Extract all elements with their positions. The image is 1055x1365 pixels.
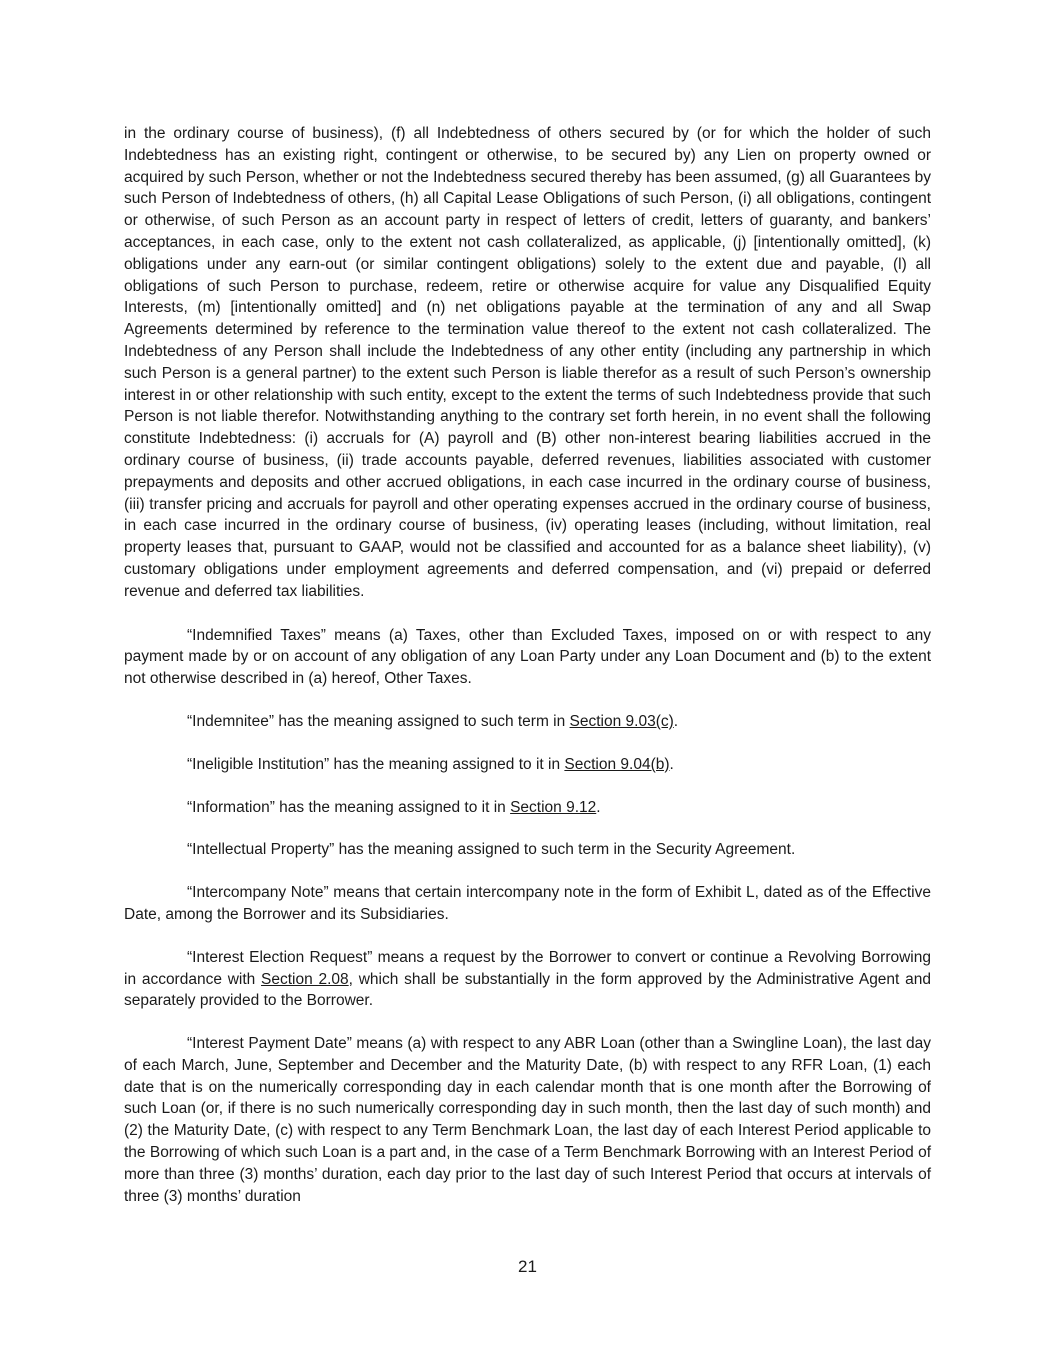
- definition-text: “Ineligible Institution” has the meaning assigned to it in: [187, 755, 565, 773]
- section-reference-link[interactable]: Section 2.08: [261, 970, 349, 988]
- page-number: 21: [518, 1257, 537, 1276]
- section-reference-link[interactable]: Section 9.04(b): [564, 755, 670, 773]
- definition-interest-election-request: [124, 947, 931, 1012]
- paragraph-indebtedness-continued: in the ordinary course of business), (f) all Indebtedness of others secured by (or for which the holder of such Indebtedness has an existing right, contingent or otherwise, to be secured by) any Lien on property owned or acquired by such Person, whether or not the Indebtedness secured thereby has been assumed, (g) all Guarantees by such Person of Indebtedness of others, (h) all Capital Lease Obligations of such Person, (i) all obligations, contingent or otherwise, of such Person as an account party in respect of letters of credit, letters of guaranty, and bankers’ acceptances, in each case, only to the extent not cash collateralized, as applicable, (j) [intentionally omitted], (k) obligations under any earn-out (or similar contingent obligations) solely to the extent due and payable, (l) all obligations of such Person to purchase, redeem, retire or otherwise acquire for value any Disqualified Equity Interests, (m) [intentionally omitted] and (n) net obligations payable at the termination of any and all Swap Agreements determined by reference to the termination value thereof to the extent not cash collateralized. The Indebtedness of any Person shall include the Indebtedness of any other entity (including any partnership in which such Person is a general partner) to the extent such Person is liable therefor as a result of such Person’s ownership interest in or other relationship with such entity, except to the extent the terms of such Indebtedness provide that such Person is not liable therefor. Notwithstanding anything to the contrary set forth herein, in no event shall the following constitute Indebtedness: (i) accruals for (A) payroll and (B) other non-interest bearing liabilities accrued in the ordinary course of business, (ii) trade accounts payable, deferred revenues, liabilities associated with customer prepayments and deposits and other accrued obligations, in each case incurred in the ordinary course of business, (iii) transfer pricing and accruals for payroll and other operating expenses accrued in the ordinary course of business, in each case incurred in the ordinary course of business, (iv) operating leases (including, without limitation, real property leases that, pursuant to GAAP, would not be classified and accounted for as a balance sheet liability), (v) customary obligations under employment agreements and deferred compensation, and (vi) prepaid or deferred revenue and deferred tax liabilities.: [124, 125, 931, 600]
- definition-indemnitee: [124, 711, 931, 733]
- definition-text: .: [673, 712, 679, 730]
- definition-ineligible-institution: [124, 754, 931, 776]
- definition-text: “Indemnitee” has the meaning assigned to such term in: [187, 712, 570, 730]
- definition-text: “Interest Election Request” means a request by the Borrower to convert or continue a Revolving Borrowing in accordance with: [124, 948, 931, 988]
- definition-text: .: [596, 798, 601, 816]
- definition-intercompany-note: “Intercompany Note” means that certain intercompany note in the form of Exhibit L, dated as of the Effective Date, among the Borrower and its Subsidiaries.: [124, 884, 931, 923]
- definition-text: , which shall be substantially in the form approved by the Administrative Agent and separately provided to the Borrower.: [124, 970, 931, 1010]
- section-reference-link[interactable]: Section 9.12: [510, 798, 597, 816]
- definition-interest-payment-date: “Interest Payment Date” means (a) with respect to any ABR Loan (other than a Swingline Loan), the last day of each March, June, September and December and the Maturity Date, (b) with respect to any RFR Loan, (1) each date that is on the numerically corresponding day in each calendar month that is one month after the Borrowing of such Loan (or, if there is no such numerically corresponding day in such month, then the last day of such month) and (2) the Maturity Date, (c) with respect to any Term Benchmark Loan, the last day of each Interest Period applicable to the Borrowing of which such Loan is a part and, in the case of a Term Benchmark Borrowing with an Interest Period of more than three (3) months’ duration, each day prior to the last day of such Interest Period that occurs at intervals of three (3) months’ duration: [124, 1035, 931, 1205]
- definition-indemnified-taxes: “Indemnified Taxes” means (a) Taxes, other than Excluded Taxes, imposed on or with respect to any payment made by or on account of any obligation of any Loan Party under any Loan Document and (b) to the extent not otherwise described in (a) hereof, Other Taxes.: [124, 626, 931, 688]
- section-reference-link[interactable]: Section 9.03(c): [569, 712, 674, 730]
- definition-text: “Information” has the meaning assigned to it in: [187, 798, 511, 816]
- document-page: [124, 123, 931, 1228]
- definition-text: .: [669, 755, 674, 773]
- definition-intellectual-property: “Intellectual Property” has the meaning assigned to such term in the Security Agreement.: [187, 841, 796, 859]
- definition-information: [124, 797, 931, 819]
